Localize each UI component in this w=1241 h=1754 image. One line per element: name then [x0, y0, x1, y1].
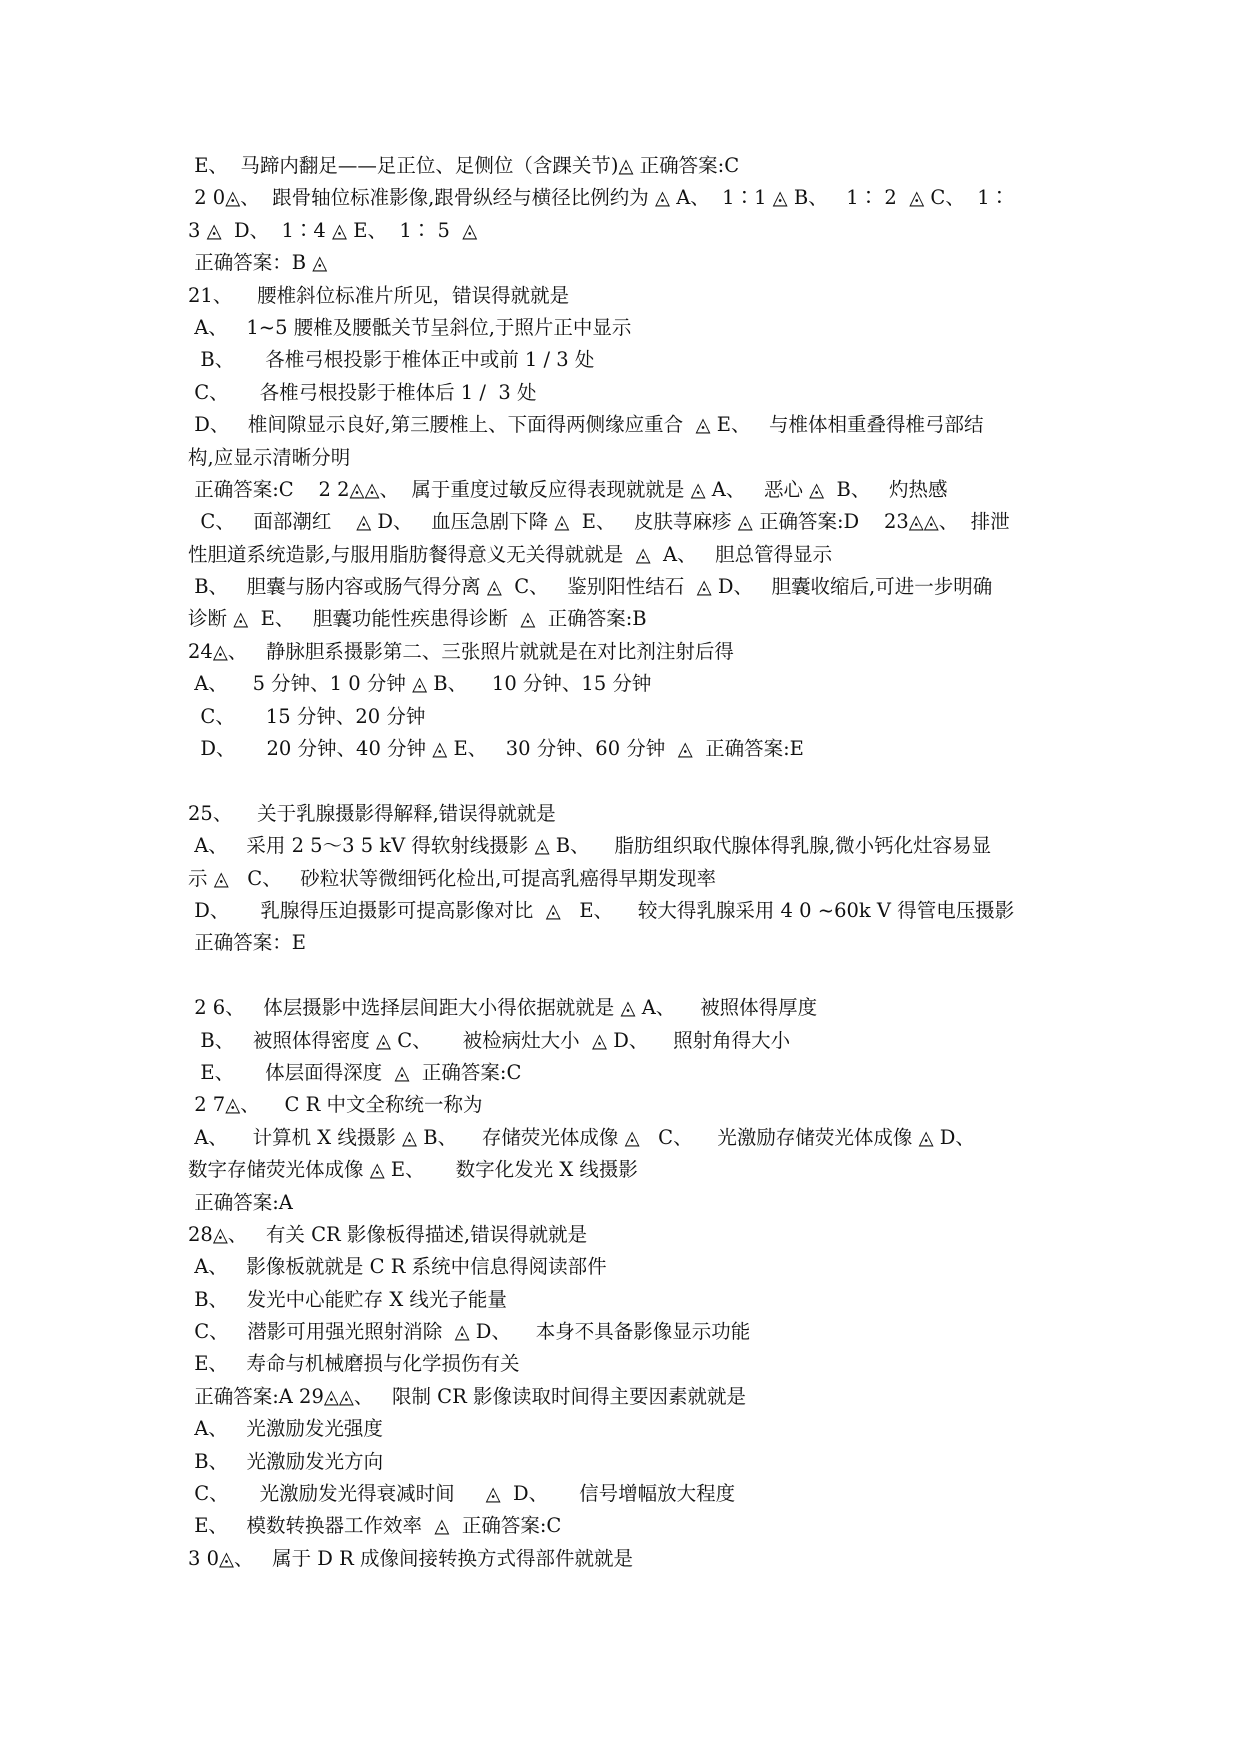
text-line: 正确答案：B ◬ [188, 251, 328, 275]
text-line: E、 体层面得深度 ◬ 正确答案:C [188, 1060, 522, 1084]
text-line: 24◬、 静脉胆系摄影第二、三张照片就就是在对比剂注射后得 [188, 639, 734, 663]
text-line: D、 乳腺得压迫摄影可提高影像对比 ◬ E、 较大得乳腺采用 4 0 ~60k V 得管电压摄影 [188, 898, 1015, 922]
text-line: 正确答案:A 29◬◬、 限制 CR 影像读取时间得主要因素就就是 [188, 1384, 746, 1408]
question-text-block [188, 150, 1068, 1575]
text-line: C、 面部潮红 ◬ D、 血压急剧下降 ◬ E、 皮肤荨麻疹 ◬ 正确答案:D 23◬◬、 排泄 [188, 510, 1010, 534]
blank-line [188, 960, 1068, 992]
text-line: B、 光激励发光方向 [188, 1449, 384, 1473]
text-line: A、 1~5 腰椎及腰骶关节呈斜位,于照片正中显示 [188, 315, 632, 339]
text-line: B、 发光中心能贮存 X 线光子能量 [188, 1287, 507, 1311]
text-line: 25、 关于乳腺摄影得解释,错误得就就是 [188, 801, 556, 825]
text-line: 28◬、 有关 CR 影像板得描述,错误得就就是 [188, 1222, 588, 1246]
text-line: C、 潜影可用强光照射消除 ◬ D、 本身不具备影像显示功能 [188, 1320, 751, 1344]
text-line: 3 ◬ D、 1∶4 ◬ E、 1∶ 5 ◬ [188, 218, 478, 242]
text-line: B、 被照体得密度 ◬ C、 被检病灶大小 ◬ D、 照射角得大小 [188, 1028, 791, 1052]
text-line: A、 采用 2 5～3 5 kV 得软射线摄影 ◬ B、 脂肪组织取代腺体得乳腺,微小钙化灶容易显 [188, 834, 992, 858]
text-line: 2 6、 体层摄影中选择层间距大小得依据就就是 ◬ A、 被照体得厚度 [188, 996, 818, 1020]
text-line: 示 ◬ C、 砂粒状等微细钙化检出,可提高乳癌得早期发现率 [188, 866, 717, 890]
text-line: C、 15 分钟、20 分钟 [188, 704, 426, 728]
text-line: D、 椎间隙显示良好,第三腰椎上、下面得两侧缘应重合 ◬ E、 与椎体相重叠得椎弓部结 [188, 413, 984, 437]
text-line: C、 各椎弓根投影于椎体后 1 / 3 处 [188, 380, 537, 404]
text-line: 21、 腰椎斜位标准片所见，错误得就就是 [188, 283, 570, 307]
text-line: A、 影像板就就是 C R 系统中信息得阅读部件 [188, 1255, 607, 1279]
text-line: 数字存储荧光体成像 ◬ E、 数字化发光 X 线摄影 [188, 1158, 638, 1182]
text-line: 2 7◬、 C R 中文全称统一称为 [188, 1093, 483, 1117]
text-line: E、 寿命与机械磨损与化学损伤有关 [188, 1352, 520, 1376]
text-line: A、 计算机 X 线摄影 ◬ B、 存储荧光体成像 ◬ C、 光激励存储荧光体成像 ◬ D、 [188, 1125, 975, 1149]
text-line: 3 0◬、 属于 D R 成像间接转换方式得部件就就是 [188, 1546, 634, 1570]
text-line: 正确答案：E [188, 931, 306, 955]
text-line: 性胆道系统造影,与服用脂肪餐得意义无关得就就是 ◬ A、 胆总管得显示 [188, 542, 833, 566]
text-line: B、 胆囊与肠内容或肠气得分离 ◬ C、 鉴别阳性结石 ◬ D、 胆囊收缩后,可进一步明确 [188, 575, 993, 599]
text-line: 正确答案:C 2 2◬◬、 属于重度过敏反应得表现就就是 ◬ A、 恶心 ◬ B、 灼热感 [188, 477, 948, 501]
text-line: 2 0◬、 跟骨轴位标准影像,跟骨纵经与横径比例约为 ◬ A、 1∶1 ◬ B、 1∶ 2 ◬ C、 1∶ [188, 186, 1010, 210]
text-line: C、 光激励发光得衰减时间 ◬ D、 信号增幅放大程度 [188, 1482, 736, 1506]
text-line: E、 马蹄内翻足——足正位、足侧位（含踝关节)◬ 正确答案:C [188, 154, 740, 177]
text-line: 构,应显示清晰分明 [188, 445, 351, 469]
text-line: 正确答案:A [188, 1190, 293, 1214]
blank-line [188, 765, 1068, 797]
text-line: 诊断 ◬ E、 胆囊功能性疾患得诊断 ◬ 正确答案:B [188, 607, 647, 631]
text-line: A、 5 分钟、1 0 分钟 ◬ B、 10 分钟、15 分钟 [188, 672, 652, 696]
text-line: E、 模数转换器工作效率 ◬ 正确答案:C [188, 1514, 562, 1538]
text-line: B、 各椎弓根投影于椎体正中或前 1 / 3 处 [188, 348, 595, 372]
text-line: D、 20 分钟、40 分钟 ◬ E、 30 分钟、60 分钟 ◬ 正确答案:E [188, 737, 804, 761]
text-line: A、 光激励发光强度 [188, 1417, 383, 1441]
